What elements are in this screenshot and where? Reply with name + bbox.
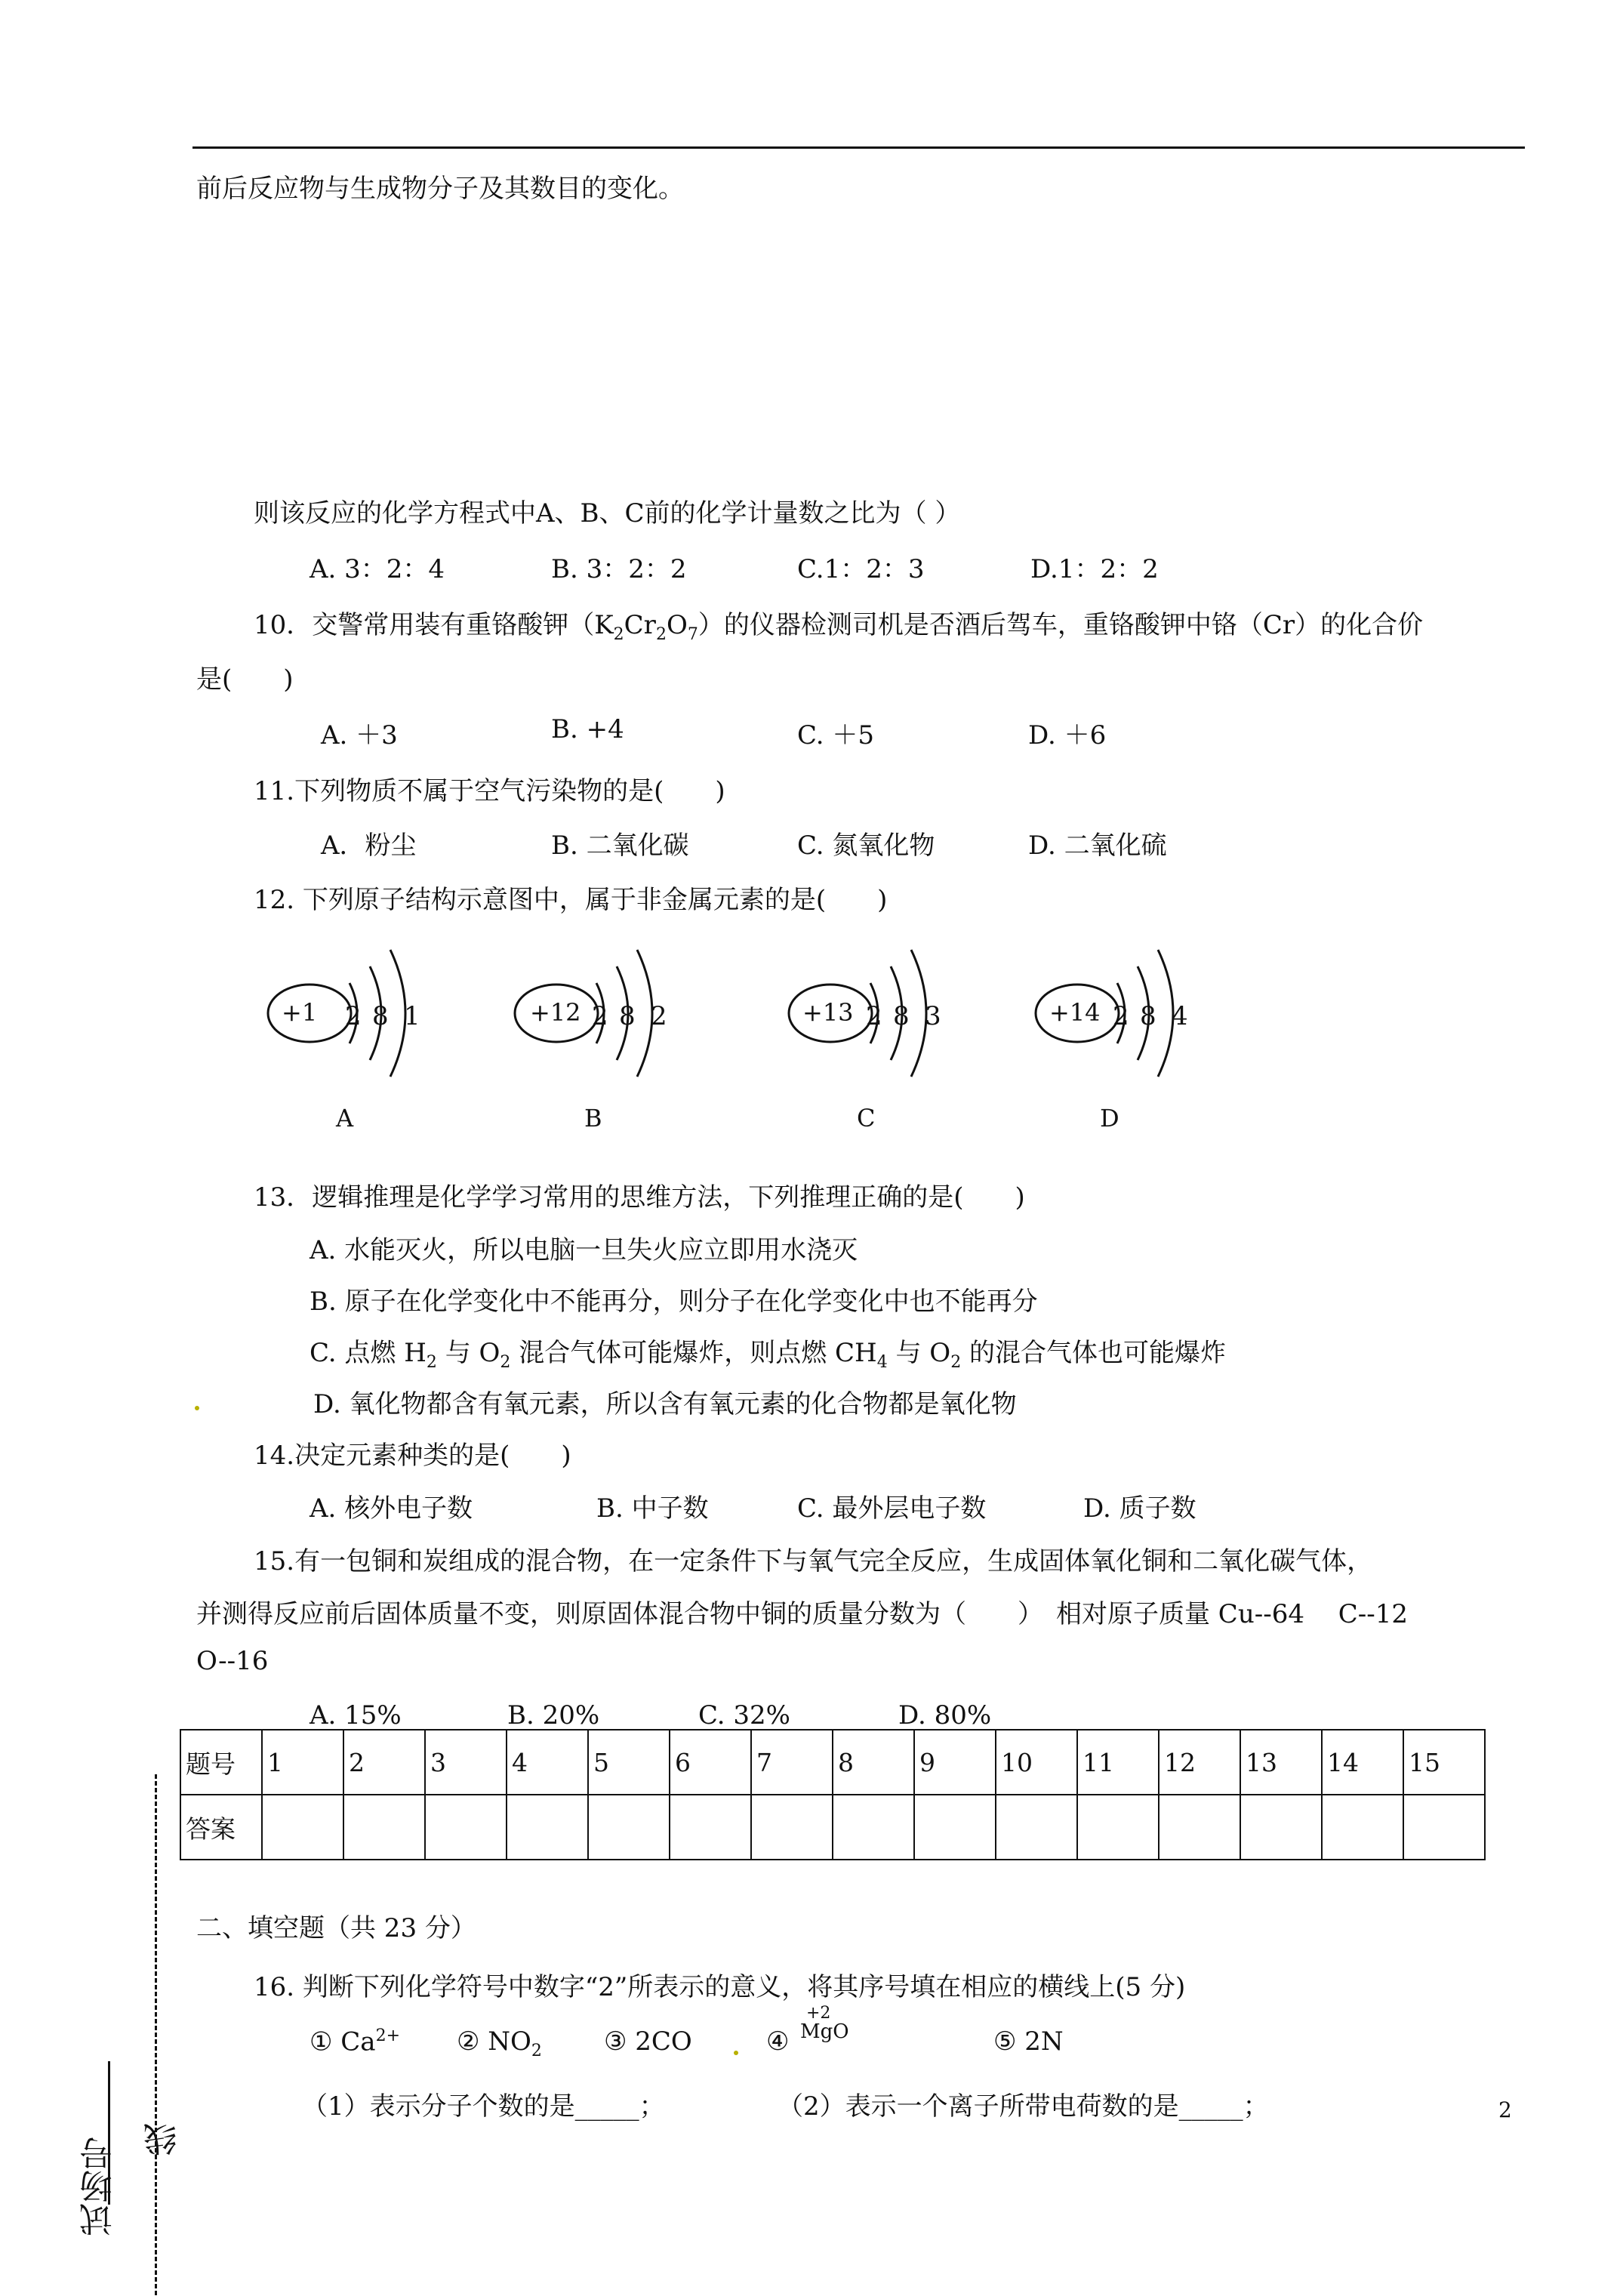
q15-line2: 并测得反应前后固体质量不变，则原固体混合物中铜的质量分数为（ ） 相对原子质量 Cu--64 C--12 bbox=[196, 1599, 1409, 1629]
answer-cell[interactable] bbox=[670, 1795, 751, 1860]
q16-symbol-2: ② $NO_2$ bbox=[457, 2026, 542, 2060]
table-number-cell: 12 bbox=[1159, 1730, 1240, 1795]
q16-symbol-4: ④ bbox=[766, 2026, 790, 2057]
q11-stem: 11.下列物质不属于空气污染物的是( ) bbox=[254, 776, 725, 806]
q9-option-d: D.1：2：2 bbox=[1030, 554, 1159, 584]
q13-option-c: C. 点燃 $H_2$ 与 $O_2$ 混合气体可能爆炸，则点燃 $CH_4$ 与 $O_2$ 的混合气体也可能爆炸 bbox=[310, 1338, 1226, 1372]
q16-symbol-5: ⑤ 2N bbox=[993, 2026, 1064, 2057]
q9-stem: 则该反应的化学方程式中A、B、C前的化学计量数之比为（ ） bbox=[254, 498, 961, 529]
atom-diagram-a bbox=[260, 929, 457, 1133]
q16-symbol-1: ① $Ca^{2+}$ bbox=[310, 2026, 401, 2057]
atom-d-nucleus: +14 bbox=[1049, 998, 1101, 1027]
answer-cell[interactable] bbox=[1403, 1795, 1485, 1860]
atom-diagram-d bbox=[1028, 929, 1224, 1133]
q14-stem: 14.决定元素种类的是( ) bbox=[254, 1441, 571, 1471]
q14-option-d: D. 质子数 bbox=[1083, 1493, 1196, 1524]
answer-cell[interactable] bbox=[262, 1795, 343, 1860]
speck-mark bbox=[734, 2051, 738, 2055]
atom-c-shell3: 3 bbox=[925, 1001, 941, 1031]
exam-room-blank bbox=[108, 2061, 110, 2205]
answer-cell[interactable] bbox=[343, 1795, 425, 1860]
table-number-cell: 8 bbox=[833, 1730, 914, 1795]
q11-option-b: B. 二氧化碳 bbox=[551, 831, 689, 861]
q16-sub-question-2: （2）表示一个离子所带电荷数的是_____； bbox=[778, 2091, 1269, 2122]
q15-line3: O--16 bbox=[196, 1646, 269, 1676]
q15-line1: 15.有一包铜和炭组成的混合物，在一定条件下与氧气完全反应，生成固体氧化铜和二氧化碳气体， bbox=[254, 1546, 1373, 1576]
answer-table-answer-row bbox=[180, 1795, 1485, 1860]
q13-option-b: B. 原子在化学变化中不能再分，则分子在化学变化中也不能再分 bbox=[310, 1287, 1038, 1317]
table-number-cell: 15 bbox=[1403, 1730, 1485, 1795]
atom-c-shell2: 8 bbox=[893, 1001, 910, 1031]
answer-cell[interactable] bbox=[507, 1795, 588, 1860]
section2-title: 二、填空题（共 23 分） bbox=[196, 1913, 476, 1943]
q16-stem: 16. 判断下列化学符号中数字“2”所表示的意义，将其序号填在相应的横线上(5 分) bbox=[254, 1972, 1186, 2002]
answer-cell[interactable] bbox=[751, 1795, 833, 1860]
atom-diagram-b bbox=[507, 929, 704, 1133]
answer-cell[interactable] bbox=[1240, 1795, 1322, 1860]
q15-option-b: B. 20% bbox=[507, 1700, 600, 1730]
q15-option-a: A. 15% bbox=[310, 1700, 402, 1730]
answer-cell[interactable] bbox=[1077, 1795, 1159, 1860]
q10-option-b: B. +4 bbox=[551, 714, 624, 744]
exam-room-label: 试场号 bbox=[80, 2137, 119, 2236]
table-number-cell: 6 bbox=[670, 1730, 751, 1795]
atom-a-caption: A bbox=[336, 1104, 354, 1133]
table-number-cell: 5 bbox=[588, 1730, 670, 1795]
atom-d-shell3: 4 bbox=[1172, 1001, 1188, 1031]
page-number: 2 bbox=[1498, 2097, 1512, 2122]
atom-b-shell3: 2 bbox=[651, 1001, 667, 1031]
q10-stem-line2: 是( ) bbox=[196, 664, 294, 695]
binding-line-label: 线 bbox=[144, 2123, 183, 2156]
q11-option-d: D. 二氧化硫 bbox=[1028, 831, 1167, 861]
table-header-number: 题号 bbox=[180, 1730, 262, 1795]
table-header-answer: 答案 bbox=[180, 1795, 262, 1860]
table-number-cell: 7 bbox=[751, 1730, 833, 1795]
q16-symbol-4-formula: MgO bbox=[800, 2020, 849, 2043]
q15-option-d: D. 80% bbox=[898, 1700, 992, 1730]
q12-stem: 12. 下列原子结构示意图中，属于非金属元素的是( ) bbox=[254, 885, 888, 915]
table-number-cell: 10 bbox=[996, 1730, 1077, 1795]
atom-b-shell1: 2 bbox=[592, 1001, 608, 1031]
binding-dashed-line bbox=[155, 1774, 157, 2295]
atom-a-shell1: 2 bbox=[345, 1001, 362, 1031]
q14-option-b: B. 中子数 bbox=[596, 1493, 709, 1524]
table-number-cell: 2 bbox=[343, 1730, 425, 1795]
atom-a-shell3: 1 bbox=[404, 1001, 420, 1031]
atom-b-shell2: 8 bbox=[619, 1001, 636, 1031]
answer-cell[interactable] bbox=[425, 1795, 507, 1860]
q13-option-d: D. 氧化物都含有氧元素，所以含有氧元素的化合物都是氧化物 bbox=[313, 1389, 1017, 1419]
header-rule bbox=[192, 146, 1525, 149]
answer-cell[interactable] bbox=[914, 1795, 996, 1860]
q11-option-a: A．粉尘 bbox=[321, 831, 417, 861]
table-number-cell: 1 bbox=[262, 1730, 343, 1795]
q10-stem: 10．交警常用装有重铬酸钾$(K_2Cr_2O_7)$的仪器检测司机是否酒后驾车，重铬酸钾中铬（Cr）的化合价 bbox=[254, 610, 1424, 644]
q16-sub-question-1: （1）表示分子个数的是_____； bbox=[302, 2091, 665, 2122]
answer-cell[interactable] bbox=[1159, 1795, 1240, 1860]
q9-option-b: B. 3：2：2 bbox=[551, 554, 687, 584]
continuation-text: 前后反应物与生成物分子及其数目的变化。 bbox=[196, 174, 684, 204]
q14-option-c: C. 最外层电子数 bbox=[797, 1493, 987, 1524]
atom-c-caption: C bbox=[857, 1104, 876, 1133]
q15-option-c: C. 32% bbox=[698, 1700, 790, 1730]
atom-d-shell1: 2 bbox=[1113, 1001, 1129, 1031]
q9-option-c: C.1：2：3 bbox=[797, 554, 925, 584]
q10-option-c: C. ＋5 bbox=[797, 720, 875, 750]
answer-table-number-row bbox=[180, 1730, 1485, 1795]
answer-cell[interactable] bbox=[996, 1795, 1077, 1860]
table-number-cell: 14 bbox=[1322, 1730, 1403, 1795]
atom-d-shell2: 8 bbox=[1140, 1001, 1156, 1031]
atom-diagram-c bbox=[781, 929, 978, 1133]
q10-option-a: A. ＋3 bbox=[321, 720, 398, 750]
q13-option-a: A. 水能灭火，所以电脑一旦失火应立即用水浇灭 bbox=[310, 1235, 858, 1265]
q16-symbol-4-valence: +2 bbox=[806, 2004, 831, 2023]
q10-option-d: D. ＋6 bbox=[1028, 720, 1107, 750]
atom-b-caption: B bbox=[584, 1104, 602, 1133]
table-number-cell: 9 bbox=[914, 1730, 996, 1795]
q13-stem: 13．逻辑推理是化学学习常用的思维方法，下列推理正确的是( ) bbox=[254, 1182, 1025, 1213]
atom-c-shell1: 2 bbox=[866, 1001, 882, 1031]
table-number-cell: 13 bbox=[1240, 1730, 1322, 1795]
q11-option-c: C. 氮氧化物 bbox=[797, 831, 935, 861]
atom-c-nucleus: +13 bbox=[802, 998, 854, 1027]
speck-mark bbox=[195, 1406, 199, 1410]
atom-a-nucleus: +1 bbox=[282, 998, 318, 1027]
answer-cell[interactable] bbox=[833, 1795, 914, 1860]
atom-a-shell2: 8 bbox=[372, 1001, 389, 1031]
table-number-cell: 3 bbox=[425, 1730, 507, 1795]
answer-cell[interactable] bbox=[588, 1795, 670, 1860]
atom-d-caption: D bbox=[1100, 1104, 1119, 1133]
q9-option-a: A. 3：2：4 bbox=[310, 554, 445, 584]
q16-symbol-3: ③ 2CO bbox=[604, 2026, 692, 2057]
atom-b-nucleus: +12 bbox=[530, 998, 581, 1027]
table-number-cell: 4 bbox=[507, 1730, 588, 1795]
table-number-cell: 11 bbox=[1077, 1730, 1159, 1795]
q14-option-a: A. 核外电子数 bbox=[310, 1493, 473, 1524]
answer-table bbox=[180, 1729, 1486, 1860]
answer-cell[interactable] bbox=[1322, 1795, 1403, 1860]
